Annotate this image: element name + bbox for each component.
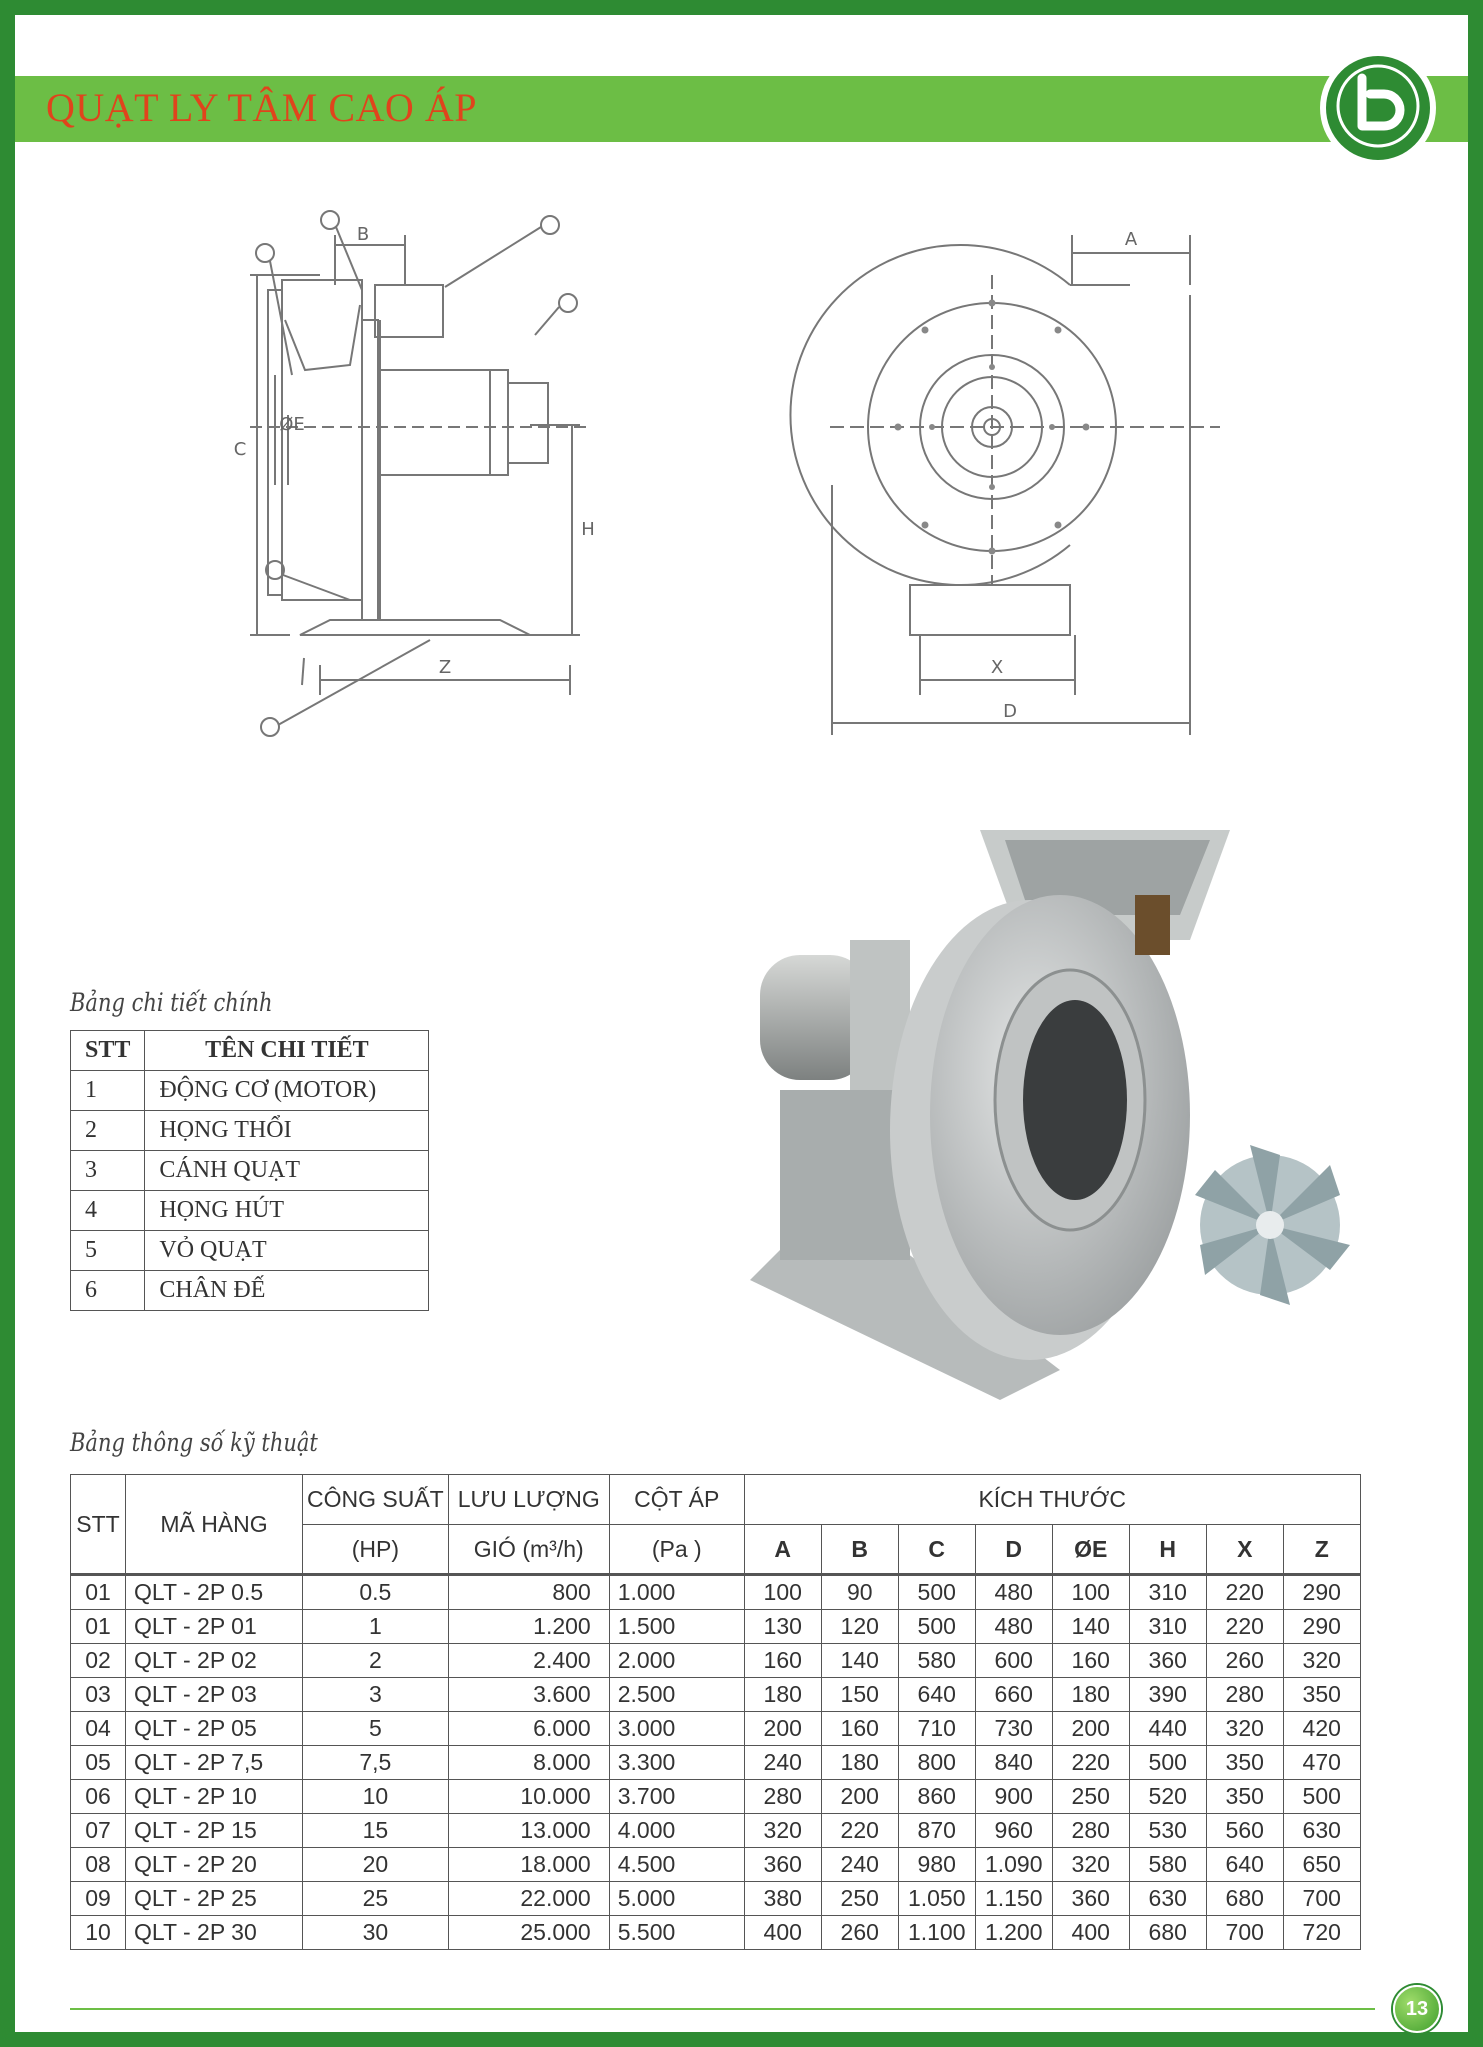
parts-caption: Bảng chi tiết chính — [70, 988, 273, 1017]
svg-text:ØE: ØE — [279, 414, 305, 435]
specs-cell: 310 — [1129, 1575, 1206, 1610]
specs-cell: 630 — [1283, 1814, 1360, 1848]
svg-text:H: H — [581, 519, 595, 540]
specs-cell: 860 — [898, 1780, 975, 1814]
specs-cell: 980 — [898, 1848, 975, 1882]
specs-cell: 18.000 — [448, 1848, 609, 1882]
table-row — [71, 1916, 1361, 1950]
specs-cell: 200 — [1052, 1712, 1129, 1746]
specs-cell: 5.000 — [609, 1882, 744, 1916]
specs-cell: 800 — [448, 1575, 609, 1610]
specs-cell: 2.400 — [448, 1644, 609, 1678]
specs-cell: 500 — [898, 1610, 975, 1644]
specs-cell: 140 — [1052, 1610, 1129, 1644]
specs-cell: 90 — [821, 1575, 898, 1610]
parts-name: ĐỘNG CƠ (MOTOR) — [145, 1071, 429, 1111]
front-view — [790, 235, 1220, 735]
specs-header-power: CÔNG SUẤT — [303, 1475, 449, 1525]
parts-stt: 5 — [71, 1231, 145, 1271]
specs-cell: 310 — [1129, 1610, 1206, 1644]
specs-cell: 100 — [1052, 1575, 1129, 1610]
specs-cell: 3 — [303, 1678, 449, 1712]
specs-cell: 290 — [1283, 1610, 1360, 1644]
specs-cell: 500 — [1129, 1746, 1206, 1780]
specs-cell: 720 — [1283, 1916, 1360, 1950]
svg-text:A: A — [1124, 229, 1138, 250]
specs-cell: 180 — [821, 1746, 898, 1780]
specs-header-flow-unit: GIÓ (m³/h) — [448, 1525, 609, 1575]
specs-cell: 1.000 — [609, 1575, 744, 1610]
specs-cell: 320 — [1206, 1712, 1283, 1746]
specs-cell: 1.200 — [975, 1916, 1052, 1950]
specs-cell: 10 — [71, 1916, 126, 1950]
specs-cell: 480 — [975, 1575, 1052, 1610]
specs-cell: 1 — [303, 1610, 449, 1644]
specs-cell: 15 — [303, 1814, 449, 1848]
parts-stt: 2 — [71, 1111, 145, 1151]
specs-cell: 220 — [1206, 1575, 1283, 1610]
specs-cell: 1.050 — [898, 1882, 975, 1916]
specs-cell: 290 — [1283, 1575, 1360, 1610]
specs-cell: 700 — [1283, 1882, 1360, 1916]
specs-cell: 680 — [1129, 1916, 1206, 1950]
fan-photo — [740, 810, 1380, 1400]
parts-table — [70, 1030, 429, 1311]
specs-cell: QLT - 2P 10 — [126, 1780, 303, 1814]
specs-cell: 500 — [898, 1575, 975, 1610]
specs-cell: 360 — [1052, 1882, 1129, 1916]
specs-cell: 280 — [1052, 1814, 1129, 1848]
specs-cell: 380 — [744, 1882, 821, 1916]
specs-cell: 22.000 — [448, 1882, 609, 1916]
specs-cell: 8.000 — [448, 1746, 609, 1780]
specs-cell: 7,5 — [303, 1746, 449, 1780]
specs-cell: QLT - 2P 03 — [126, 1678, 303, 1712]
table-row — [71, 1191, 429, 1231]
specs-cell: 3.000 — [609, 1712, 744, 1746]
specs-cell: 730 — [975, 1712, 1052, 1746]
specs-cell: QLT - 2P 05 — [126, 1712, 303, 1746]
specs-cell: 650 — [1283, 1848, 1360, 1882]
specs-caption: Bảng thông số kỹ thuật — [70, 1428, 318, 1457]
specs-cell: 640 — [1206, 1848, 1283, 1882]
specs-dim-header: X — [1206, 1525, 1283, 1575]
parts-header-name: TÊN CHI TIẾT — [145, 1031, 429, 1071]
parts-stt: 1 — [71, 1071, 145, 1111]
specs-table — [70, 1474, 1361, 1950]
specs-cell: 250 — [821, 1882, 898, 1916]
specs-cell: 350 — [1206, 1746, 1283, 1780]
parts-name: HỌNG HÚT — [145, 1191, 429, 1231]
table-row — [71, 1071, 429, 1111]
specs-cell: 360 — [1129, 1644, 1206, 1678]
specs-dim-header: Z — [1283, 1525, 1360, 1575]
specs-cell: 2.000 — [609, 1644, 744, 1678]
specs-cell: 1.090 — [975, 1848, 1052, 1882]
specs-cell: 240 — [821, 1848, 898, 1882]
specs-cell: 3.700 — [609, 1780, 744, 1814]
parts-name: CHÂN ĐẾ — [145, 1271, 429, 1311]
svg-text:C: C — [233, 439, 247, 460]
specs-cell: QLT - 2P 0.5 — [126, 1575, 303, 1610]
specs-cell: 640 — [898, 1678, 975, 1712]
specs-dim-header: B — [821, 1525, 898, 1575]
specs-cell: 260 — [1206, 1644, 1283, 1678]
table-row — [71, 1575, 1361, 1610]
specs-cell: 710 — [898, 1712, 975, 1746]
specs-cell: 1.200 — [448, 1610, 609, 1644]
specs-cell: 6.000 — [448, 1712, 609, 1746]
specs-cell: 280 — [1206, 1678, 1283, 1712]
specs-cell: QLT - 2P 02 — [126, 1644, 303, 1678]
specs-cell: QLT - 2P 20 — [126, 1848, 303, 1882]
specs-cell: 140 — [821, 1644, 898, 1678]
specs-cell: 4.500 — [609, 1848, 744, 1882]
specs-cell: 280 — [744, 1780, 821, 1814]
specs-cell: QLT - 2P 01 — [126, 1610, 303, 1644]
specs-cell: 100 — [744, 1575, 821, 1610]
specs-header-pressure-unit: (Pa ) — [609, 1525, 744, 1575]
specs-cell: QLT - 2P 7,5 — [126, 1746, 303, 1780]
parts-stt: 6 — [71, 1271, 145, 1311]
specs-cell: 420 — [1283, 1712, 1360, 1746]
specs-cell: 700 — [1206, 1916, 1283, 1950]
specs-cell: 350 — [1283, 1678, 1360, 1712]
company-logo — [1318, 48, 1438, 168]
specs-cell: 3.600 — [448, 1678, 609, 1712]
specs-cell: 440 — [1129, 1712, 1206, 1746]
specs-header-power-unit: (HP) — [303, 1525, 449, 1575]
specs-header-pressure: CỘT ÁP — [609, 1475, 744, 1525]
parts-name: VỎ QUẠT — [145, 1231, 429, 1271]
specs-cell: 2.500 — [609, 1678, 744, 1712]
specs-cell: 07 — [71, 1814, 126, 1848]
specs-cell: 13.000 — [448, 1814, 609, 1848]
parts-stt: 4 — [71, 1191, 145, 1231]
specs-cell: 360 — [744, 1848, 821, 1882]
technical-drawing — [230, 195, 1270, 750]
specs-cell: 130 — [744, 1610, 821, 1644]
specs-cell: 4.000 — [609, 1814, 744, 1848]
table-row — [71, 1678, 1361, 1712]
specs-cell: 660 — [975, 1678, 1052, 1712]
specs-dim-header: C — [898, 1525, 975, 1575]
specs-header-stt: STT — [71, 1475, 126, 1575]
specs-cell: QLT - 2P 25 — [126, 1882, 303, 1916]
specs-cell: 04 — [71, 1712, 126, 1746]
specs-cell: 180 — [1052, 1678, 1129, 1712]
specs-dim-header: A — [744, 1525, 821, 1575]
specs-cell: 3.300 — [609, 1746, 744, 1780]
specs-cell: 160 — [821, 1712, 898, 1746]
parts-name: CÁNH QUẠT — [145, 1151, 429, 1191]
svg-text:D: D — [1003, 701, 1017, 722]
specs-header-code: MÃ HÀNG — [126, 1475, 303, 1575]
specs-cell: 30 — [303, 1916, 449, 1950]
table-row — [71, 1151, 429, 1191]
parts-name: HỌNG THỔI — [145, 1111, 429, 1151]
specs-cell: 320 — [1283, 1644, 1360, 1678]
specs-dim-header: D — [975, 1525, 1052, 1575]
specs-cell: 900 — [975, 1780, 1052, 1814]
parts-stt: 3 — [71, 1151, 145, 1191]
specs-cell: 25 — [303, 1882, 449, 1916]
specs-cell: 840 — [975, 1746, 1052, 1780]
specs-cell: 25.000 — [448, 1916, 609, 1950]
specs-cell: QLT - 2P 30 — [126, 1916, 303, 1950]
specs-cell: 160 — [744, 1644, 821, 1678]
table-row — [71, 1610, 1361, 1644]
svg-text:B: B — [356, 224, 370, 245]
specs-cell: 180 — [744, 1678, 821, 1712]
specs-cell: 01 — [71, 1575, 126, 1610]
specs-cell: 0.5 — [303, 1575, 449, 1610]
specs-cell: 220 — [821, 1814, 898, 1848]
specs-cell: 600 — [975, 1644, 1052, 1678]
specs-cell: 150 — [821, 1678, 898, 1712]
specs-cell: 10 — [303, 1780, 449, 1814]
specs-cell: 1.150 — [975, 1882, 1052, 1916]
side-view — [250, 211, 590, 736]
specs-cell: 390 — [1129, 1678, 1206, 1712]
table-row — [71, 1271, 429, 1311]
specs-cell: 260 — [821, 1916, 898, 1950]
specs-cell: 220 — [1206, 1610, 1283, 1644]
table-row — [71, 1231, 429, 1271]
svg-text:X: X — [990, 657, 1004, 678]
specs-dim-header: ØE — [1052, 1525, 1129, 1575]
specs-cell: 20 — [303, 1848, 449, 1882]
specs-cell: 1.100 — [898, 1916, 975, 1950]
specs-cell: 200 — [744, 1712, 821, 1746]
table-row — [71, 1712, 1361, 1746]
specs-cell: 960 — [975, 1814, 1052, 1848]
specs-cell: QLT - 2P 15 — [126, 1814, 303, 1848]
specs-cell: 03 — [71, 1678, 126, 1712]
specs-cell: 02 — [71, 1644, 126, 1678]
specs-cell: 240 — [744, 1746, 821, 1780]
specs-cell: 400 — [744, 1916, 821, 1950]
specs-cell: 01 — [71, 1610, 126, 1644]
table-row — [71, 1746, 1361, 1780]
specs-cell: 250 — [1052, 1780, 1129, 1814]
specs-cell: 500 — [1283, 1780, 1360, 1814]
specs-dim-header: H — [1129, 1525, 1206, 1575]
specs-cell: 560 — [1206, 1814, 1283, 1848]
specs-cell: 220 — [1052, 1746, 1129, 1780]
specs-header-flow: LƯU LƯỢNG — [448, 1475, 609, 1525]
footer-line — [70, 2008, 1375, 2010]
table-row — [71, 1780, 1361, 1814]
specs-cell: 09 — [71, 1882, 126, 1916]
specs-header-dims: KÍCH THƯỚC — [744, 1475, 1360, 1525]
specs-cell: 680 — [1206, 1882, 1283, 1916]
table-row — [71, 1111, 429, 1151]
specs-cell: 160 — [1052, 1644, 1129, 1678]
specs-cell: 630 — [1129, 1882, 1206, 1916]
specs-cell: 120 — [821, 1610, 898, 1644]
specs-cell: 400 — [1052, 1916, 1129, 1950]
specs-cell: 350 — [1206, 1780, 1283, 1814]
specs-cell: 05 — [71, 1746, 126, 1780]
specs-cell: 520 — [1129, 1780, 1206, 1814]
specs-cell: 5.500 — [609, 1916, 744, 1950]
specs-cell: 480 — [975, 1610, 1052, 1644]
page-title: QUẠT LY TÂM CAO ÁP — [46, 85, 477, 130]
table-row — [71, 1814, 1361, 1848]
specs-cell: 870 — [898, 1814, 975, 1848]
specs-cell: 470 — [1283, 1746, 1360, 1780]
specs-cell: 580 — [1129, 1848, 1206, 1882]
specs-cell: 530 — [1129, 1814, 1206, 1848]
table-row — [71, 1882, 1361, 1916]
parts-header-stt: STT — [71, 1031, 145, 1071]
specs-cell: 06 — [71, 1780, 126, 1814]
specs-cell: 320 — [1052, 1848, 1129, 1882]
page-number: 13 — [1393, 1985, 1441, 2033]
specs-cell: 5 — [303, 1712, 449, 1746]
specs-cell: 10.000 — [448, 1780, 609, 1814]
specs-cell: 08 — [71, 1848, 126, 1882]
table-row — [71, 1644, 1361, 1678]
svg-text:Z: Z — [438, 657, 452, 678]
specs-cell: 2 — [303, 1644, 449, 1678]
specs-cell: 800 — [898, 1746, 975, 1780]
specs-cell: 200 — [821, 1780, 898, 1814]
parts-header-row — [71, 1031, 429, 1071]
specs-cell: 1.500 — [609, 1610, 744, 1644]
specs-cell: 320 — [744, 1814, 821, 1848]
specs-cell: 580 — [898, 1644, 975, 1678]
table-row — [71, 1848, 1361, 1882]
